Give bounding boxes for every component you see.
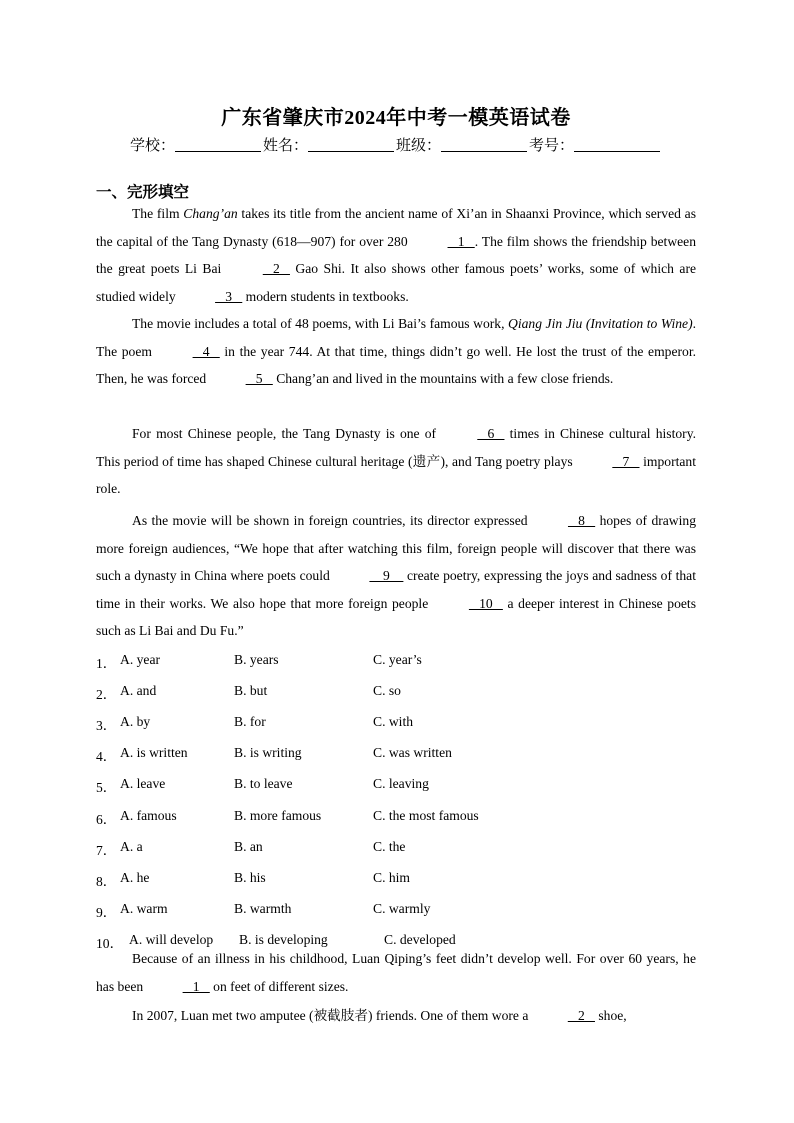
option-c[interactable]: C. the (373, 839, 406, 854)
question-number: 4． (96, 749, 117, 764)
option-a[interactable]: A. he (120, 870, 150, 885)
passage1-paragraph-2 (96, 310, 696, 393)
option-a[interactable]: A. warm (120, 901, 168, 916)
option-b[interactable]: B. years (234, 652, 279, 667)
section-heading-cloze: 一、完形填空 (96, 184, 190, 201)
text: The movie includes a total of 48 poems, with Li Bai’s famous work, (132, 316, 509, 331)
text: create poetry, expressing the joys and sadness of that time in their works. We also hope that more foreign people (96, 568, 696, 611)
option-row (96, 714, 696, 734)
option-row (96, 683, 696, 703)
text: The film (132, 206, 184, 221)
option-c[interactable]: C. developed (384, 932, 456, 947)
question-number: 7． (96, 843, 117, 858)
option-b[interactable]: B. his (234, 870, 266, 885)
text: a deeper interest in Chinese poets such as Li Bai and Du Fu.” (96, 595, 696, 638)
option-a[interactable]: A. will develop (129, 932, 214, 947)
option-b[interactable]: B. an (234, 839, 263, 854)
text: modern students in textbooks. (242, 288, 409, 304)
option-a[interactable]: A. a (120, 839, 143, 854)
passage1-paragraph-4 (96, 507, 696, 645)
question-number: 10． (96, 936, 124, 951)
blank-1: 1 (182, 978, 210, 994)
blank-1: 1 (447, 233, 475, 249)
exam-title: 广东省肇庆市2024年中考一模英语试卷 (221, 107, 571, 129)
option-a[interactable]: A. leave (120, 776, 166, 791)
text: on feet of different sizes. (209, 978, 349, 994)
text: Chang’an and lived in the mountains with a few close friends. (272, 371, 614, 386)
text: As the movie will be shown in foreign countries, its director expressed (132, 513, 532, 528)
option-b[interactable]: B. for (234, 714, 266, 729)
option-c[interactable]: C. year’s (373, 652, 422, 667)
option-a[interactable]: A. famous (120, 808, 177, 823)
text: shoe, (594, 1008, 627, 1023)
question-number: 8． (96, 874, 117, 889)
blank-7: 7 (612, 453, 640, 469)
option-b[interactable]: B. is writing (234, 745, 302, 760)
text: Because of an illness in his childhood, Luan Qiping’s feet didn’t develop well. For over 60 years, he has been (96, 951, 696, 994)
text: . The poem (96, 316, 696, 359)
passage2-paragraph-2 (96, 1002, 696, 1030)
blank-5: 5 (245, 371, 273, 386)
blank-4: 4 (192, 343, 220, 359)
blank-8: 8 (567, 513, 596, 528)
passage2-paragraph-1 (96, 945, 696, 1000)
option-c[interactable]: C. so (373, 683, 401, 698)
text: takes its title from the ancient name of Xi’an in Shaanxi Province, which served as the capital of the Tang Dynasty (618—907) for over 280 (96, 206, 696, 249)
option-row (96, 776, 696, 796)
text: In 2007, Luan met two amputee (被截肢者) friends. One of them wore a (132, 1008, 532, 1023)
option-a[interactable]: A. and (120, 683, 157, 698)
option-b[interactable]: B. warmth (234, 901, 292, 916)
option-a[interactable]: A. by (120, 714, 151, 729)
option-row (96, 870, 696, 890)
option-c[interactable]: C. was written (373, 745, 452, 760)
option-row (96, 839, 696, 859)
class-label: 班级： (396, 138, 442, 154)
option-b[interactable]: B. more famous (234, 808, 322, 823)
blank-9: 9 (369, 568, 404, 583)
question-number: 2． (96, 687, 117, 702)
question-number: 5． (96, 780, 117, 795)
school-blank[interactable] (175, 137, 261, 152)
option-c[interactable]: C. him (373, 870, 411, 885)
option-a[interactable]: A. year (120, 652, 161, 667)
question-number: 6． (96, 812, 117, 827)
option-b[interactable]: B. but (234, 683, 268, 698)
option-b[interactable]: B. is developing (239, 932, 328, 947)
text: Gao Shi. It also shows other famous poets’ works, some of which are studied widely (96, 261, 697, 304)
text: . The film shows the friendship between the great poets Li Bai (96, 233, 696, 276)
option-b[interactable]: B. to leave (234, 776, 293, 791)
class-blank[interactable] (441, 137, 527, 152)
question-number: 9． (96, 905, 117, 920)
poem-title: Qiang Jin Jiu (Invitation to Wine) (508, 316, 693, 331)
blank-2: 2 (262, 261, 290, 276)
text: hopes of drawing more foreign audiences, “We hope that after watching this film, foreign people will discover that there was such a dynasty in China where poets could (96, 513, 696, 583)
option-row (96, 808, 696, 828)
option-c[interactable]: C. with (373, 714, 414, 729)
option-row (96, 901, 696, 921)
option-row (96, 745, 696, 765)
text: important role. (96, 453, 696, 496)
name-blank[interactable] (308, 137, 394, 152)
blank-10: 10 (468, 595, 503, 611)
blank-6: 6 (477, 426, 505, 441)
school-label: 学校： (129, 138, 175, 154)
number-label: 考号： (529, 138, 575, 154)
student-info-line (96, 134, 696, 155)
question-number: 1． (96, 656, 117, 671)
option-c[interactable]: C. the most famous (373, 808, 479, 823)
option-c[interactable]: C. warmly (373, 901, 431, 916)
passage1-paragraph-3 (96, 420, 696, 503)
passage1-paragraph-1 (96, 200, 696, 310)
option-a[interactable]: A. is written (120, 745, 188, 760)
film-title: Chang’an (183, 206, 238, 221)
option-row (96, 652, 696, 672)
blank-2: 2 (567, 1008, 595, 1023)
option-c[interactable]: C. leaving (373, 776, 429, 791)
name-label: 姓名： (262, 138, 308, 154)
text: For most Chinese people, the Tang Dynasty is one of (132, 426, 442, 441)
text: in the year 744. At that time, things didn’t go well. He lost the trust of the emperor. Then, he was forced (96, 343, 696, 386)
number-blank[interactable] (574, 137, 660, 152)
question-number: 3． (96, 718, 117, 733)
text: times in Chinese cultural history. This period of time has shaped Chinese cultural heritage (遗产), and Tang poetry plays (96, 426, 697, 469)
blank-3: 3 (215, 288, 243, 304)
